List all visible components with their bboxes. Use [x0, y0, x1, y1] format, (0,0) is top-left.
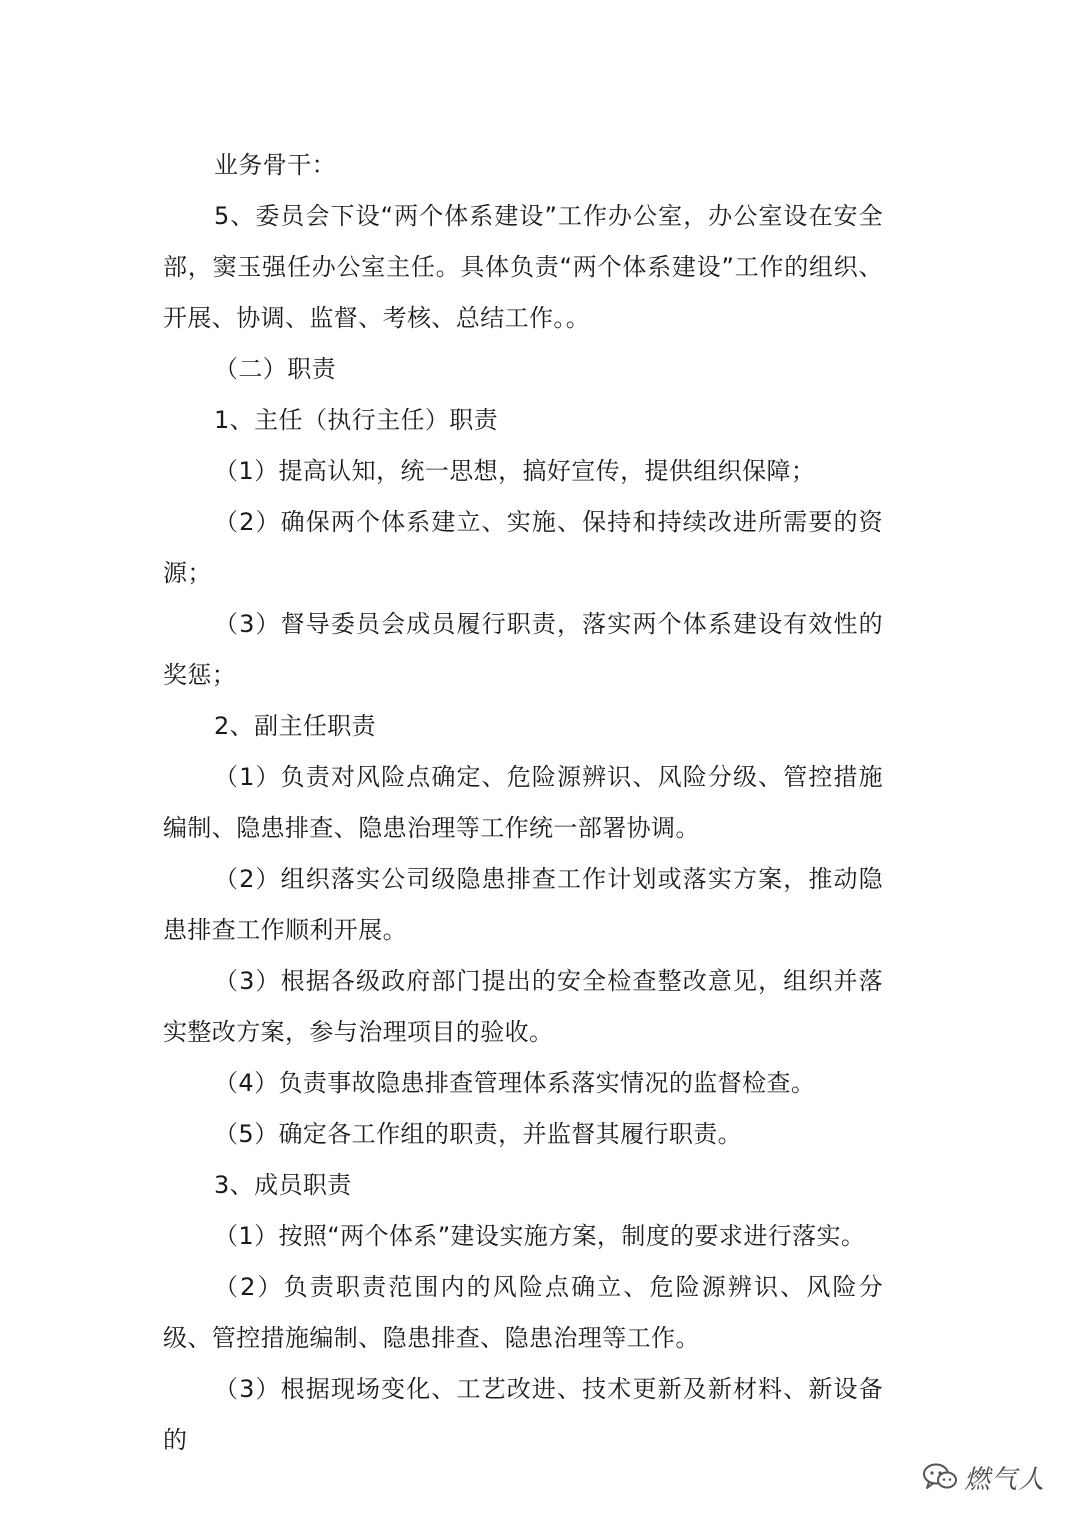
paragraph: （3）根据现场变化、工艺改进、技术更新及新材料、新设备的 [163, 1375, 883, 1454]
paragraph: （1）负责对风险点确定、危险源辨识、风险分级、管控措施编制、隐患排查、隐患治理等工作统一部署协调。 [163, 763, 883, 842]
watermark-text: 燃气人 [964, 1464, 1046, 1495]
paragraph: （4）负责事故隐患排查管理体系落实情况的监督检查。 [214, 1069, 816, 1097]
paragraph: 业务骨干： [214, 151, 336, 179]
paragraph: 3、成员职责 [214, 1171, 352, 1199]
document-body [163, 140, 883, 1466]
paragraph: （2）负责职责范围内的风险点确立、危险源辨识、风险分级、管控措施编制、隐患排查、隐患治理等工作。 [163, 1273, 883, 1352]
paragraph: （1）提高认知，统一思想，搞好宣传，提供组织保障； [214, 457, 816, 485]
paragraph: （3）根据各级政府部门提出的安全检查整改意见，组织并落实整改方案，参与治理项目的验收。 [163, 967, 883, 1046]
paragraph: 2、副主任职责 [214, 712, 377, 740]
wechat-icon [922, 1462, 958, 1492]
paragraph: （3）督导委员会成员履行职责，落实两个体系建设有效性的奖惩； [163, 610, 883, 689]
watermark [922, 1455, 1045, 1499]
paragraph: （2）确保两个体系建立、实施、保持和持续改进所需要的资源； [163, 508, 883, 587]
paragraph: （5）确定各工作组的职责，并监督其履行职责。 [214, 1120, 743, 1148]
paragraph: 5、委员会下设“两个体系建设”工作办公室，办公室设在安全部，窦玉强任办公室主任。具体负责“两个体系建设”工作的组织、开展、协调、监督、考核、总结工作。。 [163, 202, 883, 332]
paragraph: （2）组织落实公司级隐患排查工作计划或落实方案，推动隐患排查工作顺利开展。 [163, 865, 883, 944]
paragraph: 1、主任（执行主任）职责 [214, 406, 499, 434]
paragraph: （二）职责 [214, 355, 336, 383]
paragraph: （1）按照“两个体系”建设实施方案，制度的要求进行落实。 [214, 1222, 866, 1250]
